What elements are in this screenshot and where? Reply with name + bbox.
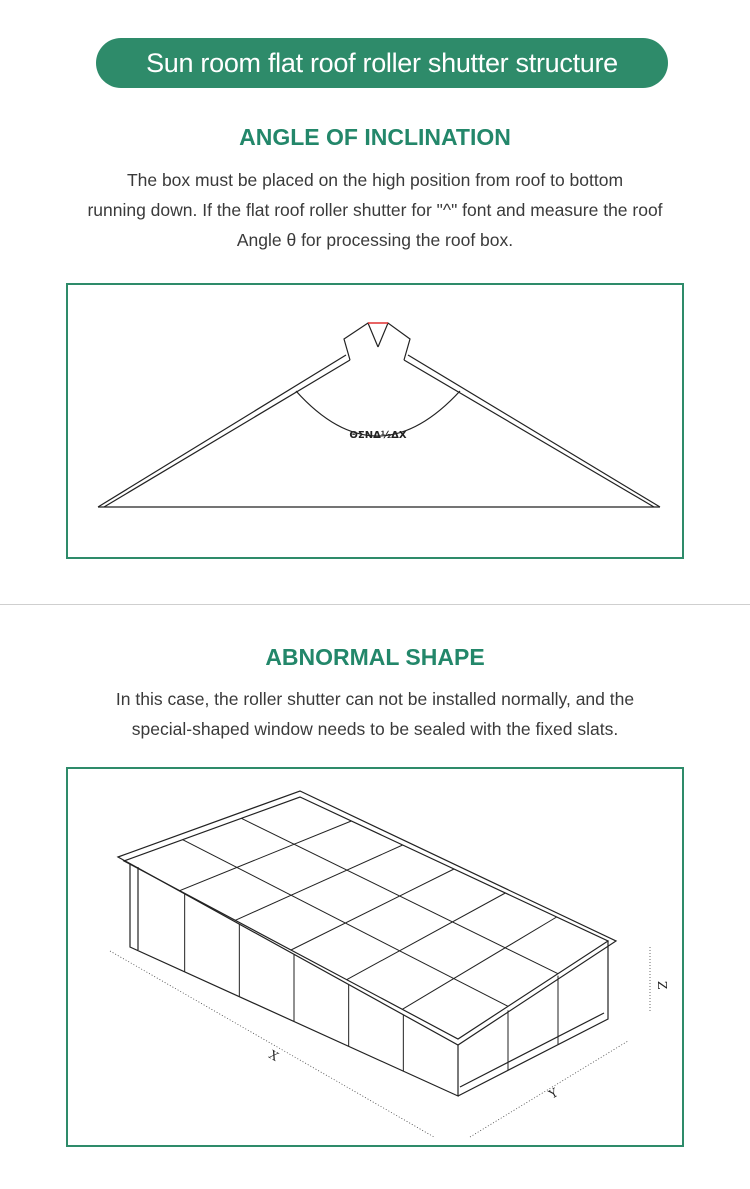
section-divider	[0, 604, 750, 605]
angle-description	[40, 165, 710, 255]
title-banner-text: Sun room flat roof roller shutter structure	[146, 47, 618, 78]
right-wall	[458, 941, 608, 1096]
dimension-y-label: Y	[546, 1085, 561, 1102]
abnormal-heading: ABNORMAL SHAPE	[265, 644, 485, 670]
left-rafter-outer	[98, 355, 346, 507]
angle-description-line: running down. If the flat roof roller shutter for "^" font and measure the roof	[87, 200, 663, 220]
roof-box-left	[344, 323, 378, 360]
abnormal-description-line: special-shaped window needs to be sealed with the fixed slats.	[131, 719, 619, 739]
roof-angle-diagram	[68, 285, 686, 561]
angle-heading: ANGLE OF INCLINATION	[239, 124, 511, 150]
angle-diagram-frame	[66, 283, 684, 559]
roof-box-right	[378, 323, 410, 360]
right-rafter-outer	[408, 355, 660, 507]
sunroom-isometric-diagram	[68, 769, 686, 1149]
wall-panels	[185, 894, 558, 1071]
right-rafter-inner	[404, 360, 654, 507]
angle-description-line: Angle θ for processing the roof box.	[236, 230, 514, 250]
roof-outline	[118, 791, 616, 1045]
angle-description-line: The box must be placed on the high position from roof to bottom	[126, 170, 624, 190]
roof-inner-outline	[124, 797, 608, 1039]
title-banner	[96, 38, 668, 88]
angle-label: ΘΣΝΔ½ΔΧ	[349, 430, 407, 441]
abnormal-description	[40, 684, 710, 744]
roof-grid	[180, 818, 558, 1009]
dimension-x-line	[110, 951, 434, 1137]
abnormal-description-line: In this case, the roller shutter can not be installed normally, and the	[115, 689, 635, 709]
abnormal-diagram-frame	[66, 767, 684, 1147]
roof-purlin-line	[183, 840, 508, 1007]
dimension-x-label: X	[266, 1047, 281, 1064]
roof-rafter-line	[291, 869, 454, 950]
dimension-z-label: Z	[655, 981, 669, 990]
left-rafter-inner	[104, 360, 350, 507]
